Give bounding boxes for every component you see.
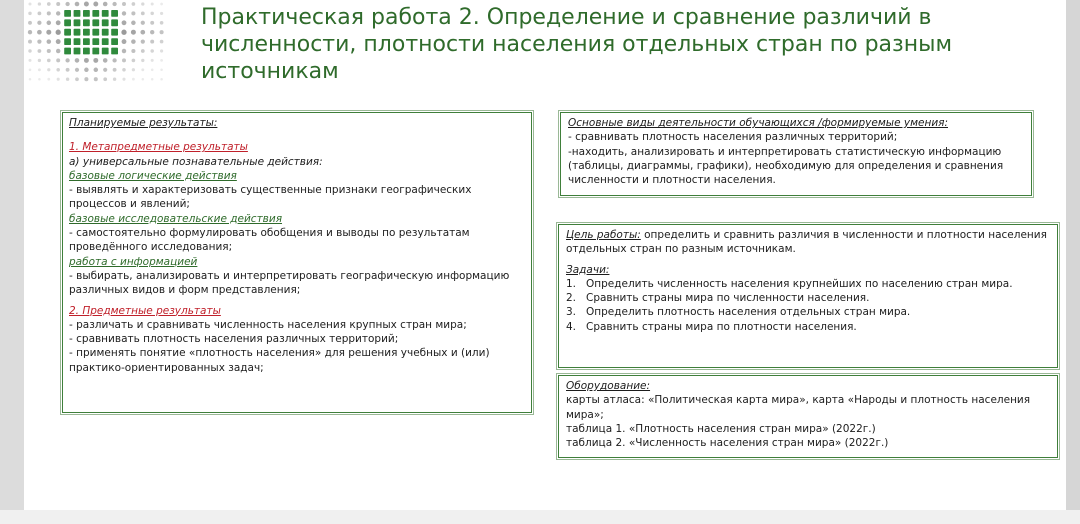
logo-square [102,19,109,26]
logo-square [64,10,71,17]
logo-dot [141,59,144,62]
logo-dot [131,49,135,53]
logo-dot [84,58,89,63]
subject-item: - сравнивать плотность населения различных территорий; [69,333,399,346]
meta-results-header: 1. Метапредметные результаты [69,141,248,154]
logo-dot [29,78,32,81]
logo-dot [141,68,144,71]
logo-dot [131,39,136,44]
logo-square [92,10,99,17]
logo-dot [94,77,98,81]
logo-dot [65,58,69,62]
logo-dot [28,49,31,52]
logo-dot [150,49,153,52]
logo-square [102,48,109,55]
logo-square [111,38,118,45]
logo-dot [122,39,127,44]
logo-dot [141,39,145,43]
equipment-box [558,375,1058,458]
logo-dot [131,21,136,26]
activity-item: - сравнивать плотность населения различных территорий; [568,131,898,144]
logo-dot [47,39,52,44]
subject-results-header: 2. Предметные результаты [69,304,221,317]
logo-dot [38,59,41,62]
logo-square [74,10,81,17]
activities-header: Основные виды деятельности обучающихся /формируемые умения: [568,117,948,129]
logo-dot [160,21,164,25]
logo-square [92,19,99,26]
logo-dot [141,12,145,16]
logo-dot [113,77,116,80]
logo-dot [75,58,80,63]
logo-dot [47,78,50,81]
logo-dot [122,20,127,25]
logo-dot [38,12,42,16]
logo-square [83,10,90,17]
logo-dot [140,30,145,35]
logo-dot [84,77,88,81]
goal-box [558,224,1058,368]
tasks-header: Задачи: [566,263,610,276]
logo-dot [47,21,52,26]
left-gutter [0,0,24,524]
task-item: 1. Определить численность населения крупнейших по населению стран мира. [566,277,1013,290]
logo-dot [28,30,32,34]
goal-label: Цель работы: [566,229,641,241]
logo-dot [150,30,154,34]
goal-text: определить и сравнить различия в численности и плотности населения отдельных стран по разным источникам. [566,229,1047,256]
logo-dot [28,2,31,5]
logo-square [74,29,81,36]
activity-item: -находить, анализировать и интерпретировать статистическую информацию (таблицы, диаграммы, графики), необходимую для определения и сравнения численности и плотности населения. [568,145,1004,187]
logo-dot [160,59,163,62]
logo-dot [47,49,51,53]
logic-actions-header: базовые логические действия [69,169,237,182]
logo-dot [38,2,41,5]
logo-dot [160,49,163,52]
logo-dot [160,40,164,44]
logo-dot [75,2,80,7]
task-item: 2. Сравнить страны мира по численности населения. [566,292,870,305]
logo-square [64,38,71,45]
logo-dot [56,68,60,72]
logo-square [64,48,71,55]
logic-actions-text: - выявлять и характеризовать существенные признаки географических процессов и явлений; [69,184,472,211]
logo-square [111,29,118,36]
logo-dot [57,78,60,81]
logo-square [111,10,118,17]
subject-item: - применять понятие «плотность населения» для решения учебных и (или) практико-ориентированных задач; [69,347,490,374]
logo-square [111,48,118,55]
footer-bar [0,510,1080,524]
logo-dot [132,78,135,81]
logo-dot [160,30,164,34]
logo-dot [131,11,135,15]
info-work-header: работа с информацией [69,255,198,268]
logo-dot [121,30,126,35]
tasks-list [566,277,1050,334]
logo-dot [122,11,126,15]
logo-dot [47,11,51,15]
logo-dot [84,2,89,7]
logo-dot [37,21,41,25]
logo-square [83,38,90,45]
logo-dot [56,11,60,15]
logo-dot [141,21,145,25]
logo-dot [141,49,145,53]
logo-dot [56,58,60,62]
logo-dot [160,3,163,6]
logo-dot [38,68,41,71]
logo-dot [141,2,144,5]
logo-dot [150,12,153,15]
logo-dot [132,59,136,63]
right-gutter [1066,0,1080,524]
logo-dot [160,12,163,15]
universal-actions-label: а) универсальные познавательные действия: [69,155,323,168]
equipment-header: Оборудование: [566,380,651,392]
logo-dot [47,2,51,6]
logo-square [74,38,81,45]
logo-dot [75,68,79,72]
logo-dot [112,2,116,6]
activities-box [560,112,1032,196]
logo-square [64,19,71,26]
logo-square [102,29,109,36]
logo-dot [28,59,31,62]
logo-dot [93,58,98,63]
logo-square [74,19,81,26]
logo-dot [66,68,70,72]
logo-dot [131,30,136,35]
logo-dot [103,58,108,63]
logo-square [102,10,109,17]
logo-dot [142,78,145,81]
logo-square [74,48,81,55]
task-item: 3. Определить плотность населения отдельных стран мира. [566,306,911,319]
logo-dot [103,68,107,72]
logo-dot [160,78,163,81]
logo-dot [65,2,69,6]
logo-dot [122,68,126,72]
logo-square [83,29,90,36]
planned-results-header: Планируемые результаты: [69,117,218,129]
logo-dot [56,39,61,44]
logo-dot [122,49,126,53]
logo-dot [132,2,136,6]
logo-dot [28,40,32,44]
logo-square [102,38,109,45]
equipment-item: таблица 2. «Численность населения стран мира» (2022г.) [566,437,889,450]
logo-dot [56,20,61,25]
research-actions-text: - самостоятельно формулировать обобщения и выводы по результатам проведённого исследования; [69,227,470,254]
equipment-item: карты атласа: «Политическая карта мира», карта «Народы и плотность населения мира»; [566,394,1031,421]
logo-dot [75,77,79,81]
goal-line [566,228,1050,257]
subject-item: - различать и сравнивать численность населения крупных стран мира; [69,318,467,331]
logo-square [92,48,99,55]
logo-square [92,38,99,45]
logo-square [83,48,90,55]
logo-dot [56,49,60,53]
info-work-text: - выбирать, анализировать и интерпретировать географическую информацию различных видов и форм представления; [69,269,510,297]
page-title: Практическая работа 2. Определение и сравнение различий в численности, плотности населения отдельных стран по разным источникам [201,5,953,84]
logo-dot [122,2,126,6]
logo-dot [112,58,116,62]
logo-dot [28,12,31,15]
planned-results-box [62,112,532,413]
logo-dot [122,78,125,81]
logo-square [111,19,118,26]
logo-dot [122,58,126,62]
logo-dot [94,68,98,72]
logo-dot [84,68,88,72]
logo-dot [28,21,32,25]
logo-dot [66,77,69,80]
task-item: 4. Сравнить страны мира по плотности населения. [566,320,857,333]
logo-dot [56,2,60,6]
logo-dot [132,68,135,71]
logo-square [92,29,99,36]
logo-dot [103,77,107,81]
logo-dot [46,30,51,35]
dot-grid-logo [26,0,166,88]
logo-dot [47,68,50,71]
logo-square [83,19,90,26]
logo-dot [151,69,154,72]
equipment-item: таблица 1. «Плотность населения стран мира» (2022г.) [566,422,876,435]
logo-dot [113,68,117,72]
logo-dot [151,2,154,5]
logo-dot [150,21,154,25]
logo-dot [38,49,42,53]
logo-dot [47,59,51,63]
logo-dot [38,78,41,81]
logo-dot [160,69,163,72]
logo-dot [29,69,32,72]
logo-dot [37,39,41,43]
logo-dot [150,40,154,44]
logo-dot [151,78,154,81]
logo-dot [103,2,108,7]
research-actions-header: базовые исследовательские действия [69,212,283,225]
logo-dot [151,59,154,62]
logo-dot [56,30,61,35]
logo-dot [93,2,98,7]
logo-square [64,29,71,36]
logo-dot [37,30,42,35]
